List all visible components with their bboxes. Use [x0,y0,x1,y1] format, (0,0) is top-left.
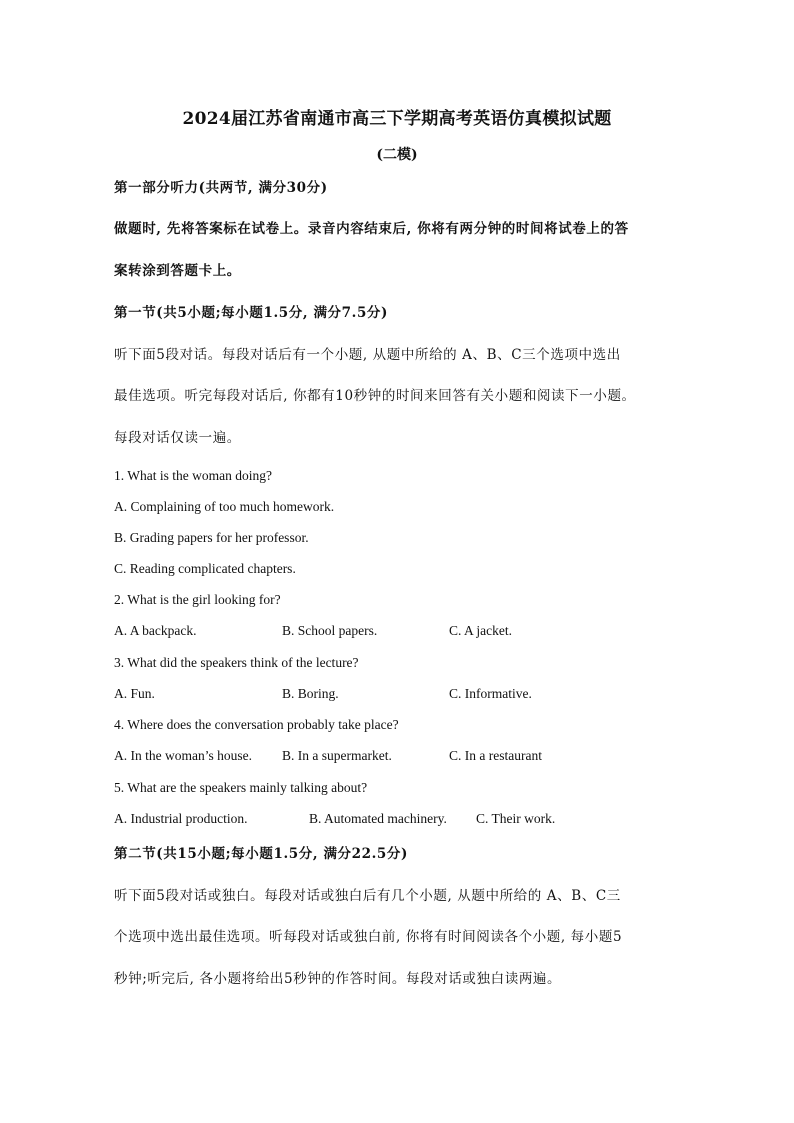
question-5-option-b: B. Automated machinery. [309,811,447,826]
instruction-line-1: 做题时, 先将答案标在试卷上。录音内容结束后, 你将有两分钟的时间将试卷上的答 [114,221,629,237]
question-2-option-c: C. A jacket. [449,623,512,638]
page-title: 2024届江苏省南通市高三下学期高考英语仿真模拟试题 [182,109,612,129]
section1-instruction-line-2: 最佳选项。听完每段对话后, 你都有10秒钟的时间来回答有关小题和阅读下一小题。 [114,388,636,404]
question-5-stem: 5. What are the speakers mainly talking about? [114,780,368,795]
section2-instruction-line-3: 秒钟;听完后, 各小题将给出5秒钟的作答时间。每段对话或独白读两遍。 [114,971,562,987]
page-subtitle: (二模) [376,147,418,163]
question-3-option-a: A. Fun. [114,686,155,701]
section2-instruction-line-1: 听下面5段对话或独白。每段对话或独白后有几个小题, 从题中所给的 A、B、C三 [114,888,621,904]
question-5-options [114,809,714,829]
question-4-options [114,746,714,766]
question-4-option-a: A. In the woman’s house. [114,748,252,763]
section2-instruction-line-2: 个选项中选出最佳选项。听每段对话或独白前, 你将有时间阅读各个小题, 每小题5 [114,929,623,945]
question-4-option-c: C. In a restaurant [449,748,542,763]
question-1-option-a: A. Complaining of too much homework. [114,499,335,514]
question-3-option-c: C. Informative. [449,686,532,701]
section1-heading: 第一节(共5小题;每小题1.5分, 满分7.5分) [114,305,389,321]
question-2-stem: 2. What is the girl looking for? [114,592,281,607]
section2-heading: 第二节(共15小题;每小题1.5分, 满分22.5分) [114,846,409,862]
question-1-stem: 1. What is the woman doing? [114,468,272,483]
question-1-option-c: C. Reading complicated chapters. [114,561,296,576]
section1-instruction-line-3: 每段对话仅读一遍。 [114,430,241,446]
question-5-option-a: A. Industrial production. [114,811,248,826]
question-5-option-c: C. Their work. [476,811,556,826]
section1-instruction-line-1: 听下面5段对话。每段对话后有一个小题, 从题中所给的 A、B、C三个选项中选出 [114,347,621,363]
instruction-line-2: 案转涂到答题卡上。 [114,263,241,279]
question-4-stem: 4. Where does the conversation probably take place? [114,717,399,732]
question-3-options [114,684,714,704]
question-3-stem: 3. What did the speakers think of the lecture? [114,655,359,670]
question-2-option-a: A. A backpack. [114,623,197,638]
question-1-option-b: B. Grading papers for her professor. [114,530,309,545]
question-3-option-b: B. Boring. [282,686,339,701]
question-2-option-b: B. School papers. [282,623,378,638]
part1-heading: 第一部分听力(共两节, 满分30分) [114,180,328,196]
question-2-options [114,621,714,641]
question-4-option-b: B. In a supermarket. [282,748,392,763]
